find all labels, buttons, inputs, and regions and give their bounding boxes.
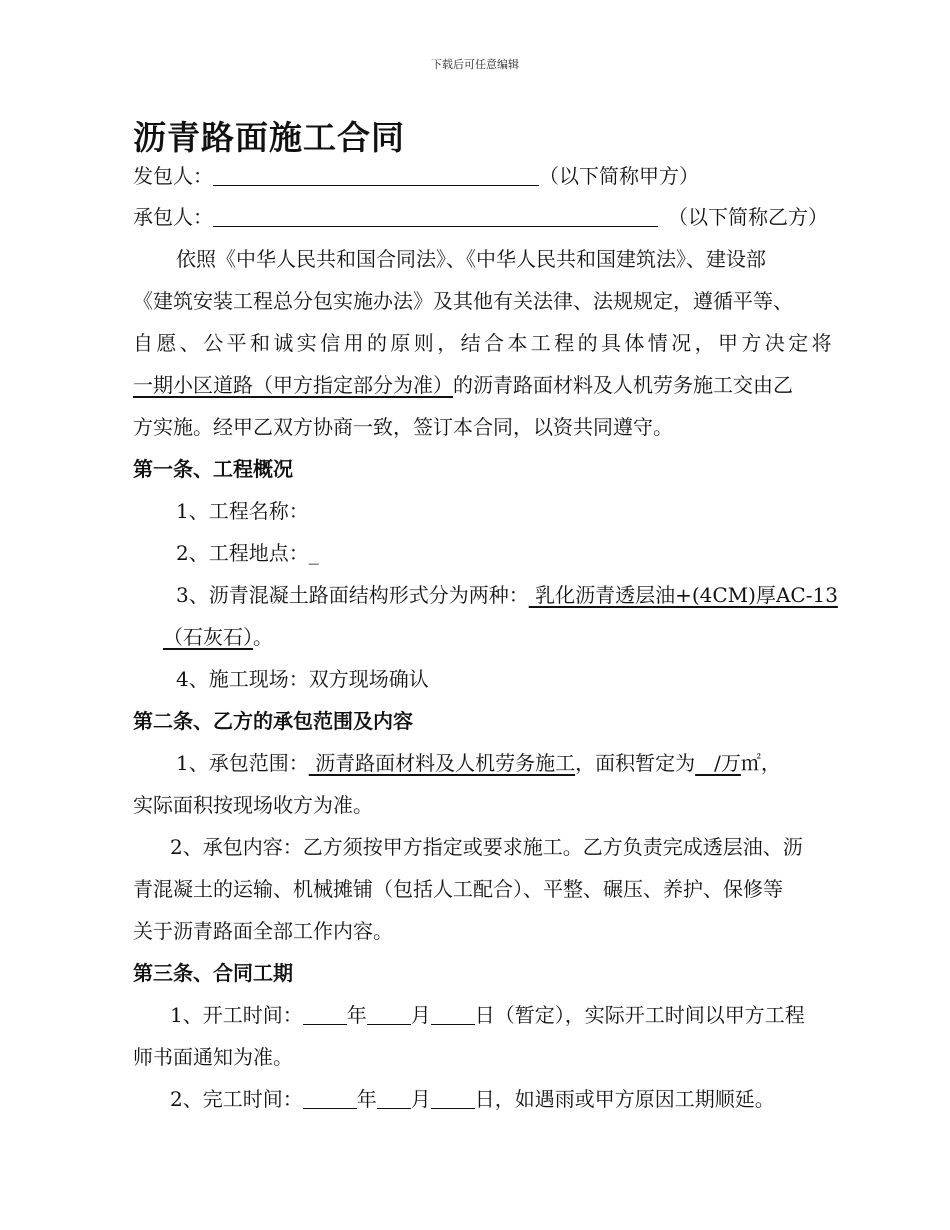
article-1-item-3 [176, 581, 838, 609]
area-value: /万 [695, 751, 741, 775]
scope-label: 1、承包范围： [176, 751, 309, 775]
party-b-blank[interactable] [213, 204, 658, 227]
end-date-label: 2、完工时间： [170, 1087, 303, 1111]
area-label: ，面积暂定为 [575, 751, 696, 775]
start-date-cont: 师书面通知为准。 [133, 1045, 293, 1069]
end-date-suffix: ，如遇雨或甲方原因工期顺延。 [494, 1087, 775, 1111]
start-date-suffix: （暂定），实际开工时间以甲方工程 [494, 1003, 805, 1027]
end-year-blank[interactable] [303, 1086, 357, 1109]
article-1-item-2: 2、工程地点：_ [176, 541, 319, 565]
start-date-label: 1、开工时间： [170, 1003, 303, 1027]
party-b-line [133, 203, 828, 231]
month-label: 月 [410, 1003, 431, 1027]
end-day-blank[interactable] [431, 1086, 475, 1109]
article-2-item-2-line-1: 2、承包内容：乙方须按甲方指定或要求施工。乙方负责完成透层油、沥 [170, 835, 803, 859]
article-2-heading: 第二条、乙方的承包范围及内容 [133, 709, 413, 733]
party-a-suffix: （以下简称甲方） [539, 164, 699, 188]
party-a-blank[interactable] [213, 163, 539, 186]
party-b-suffix: （以下简称乙方） [668, 205, 828, 229]
article-2-item-2-line-3: 关于沥青路面全部工作内容。 [133, 919, 393, 943]
header-note: 下载后可任意编辑 [431, 58, 519, 71]
start-year-blank[interactable] [303, 1002, 347, 1025]
project-scope-underlined: 一期小区道路（甲方指定部分为准） [133, 373, 453, 397]
month-label: 月 [410, 1087, 431, 1111]
area-unit: ㎡， [740, 751, 781, 775]
start-date-line [170, 1001, 805, 1029]
intro-line-4-rest: 的沥青路面材料及人机劳务施工交由乙 [453, 373, 793, 397]
intro-line-5: 方实施。经甲乙双方协商一致，签订本合同，以资共同遵守。 [133, 415, 673, 439]
intro-line-2: 《建筑安装工程总分包实施办法》及其他有关法律、法规规定，遵循平等、 [133, 289, 793, 313]
pavement-material: （石灰石） [163, 625, 253, 649]
intro-line-3 [133, 329, 861, 357]
scope-value: 沥青路面材料及人机劳务施工 [308, 751, 576, 775]
party-a-line [133, 162, 699, 190]
year-label: 年 [356, 1087, 377, 1111]
intro-line-4 [133, 371, 793, 399]
party-b-label: 承包人： [133, 205, 213, 229]
start-day-blank[interactable] [431, 1002, 475, 1025]
day-label: 日 [474, 1003, 495, 1027]
article-1-item-3-prefix: 3、沥青混凝土路面结构形式分为两种： [176, 583, 529, 607]
end-month-blank[interactable] [377, 1086, 411, 1109]
pavement-structure: 乳化沥青透层油+(4CM)厚AC-13 [528, 583, 838, 607]
start-month-blank[interactable] [367, 1002, 411, 1025]
intro-line-1: 依照《中华人民共和国合同法》、《中华人民共和国建筑法》、建设部 [176, 247, 766, 271]
contract-title: 沥青路面施工合同 [133, 118, 405, 157]
year-label: 年 [346, 1003, 367, 1027]
article-1-heading: 第一条、工程概况 [133, 457, 293, 481]
article-2-item-1 [176, 749, 781, 777]
day-label: 日 [474, 1087, 495, 1111]
article-1-item-4: 4、施工现场：双方现场确认 [176, 667, 429, 691]
article-3-heading: 第三条、合同工期 [133, 961, 293, 985]
article-1-item-3-cont [163, 623, 273, 651]
party-a-label: 发包人： [133, 164, 213, 188]
intro-line-3-text: 自愿、公平和诚实信用的原则，结合本工程的具体情况，甲方决定将 [133, 331, 835, 355]
article-2-item-1-cont: 实际面积按现场收方为准。 [133, 793, 373, 817]
article-1-item-1: 1、工程名称： [176, 499, 309, 523]
article-2-item-2-line-2: 青混凝土的运输、机械摊铺（包括人工配合）、平整、碾压、养护、保修等 [133, 877, 783, 901]
period: 。 [253, 625, 273, 649]
end-date-line [170, 1085, 775, 1113]
